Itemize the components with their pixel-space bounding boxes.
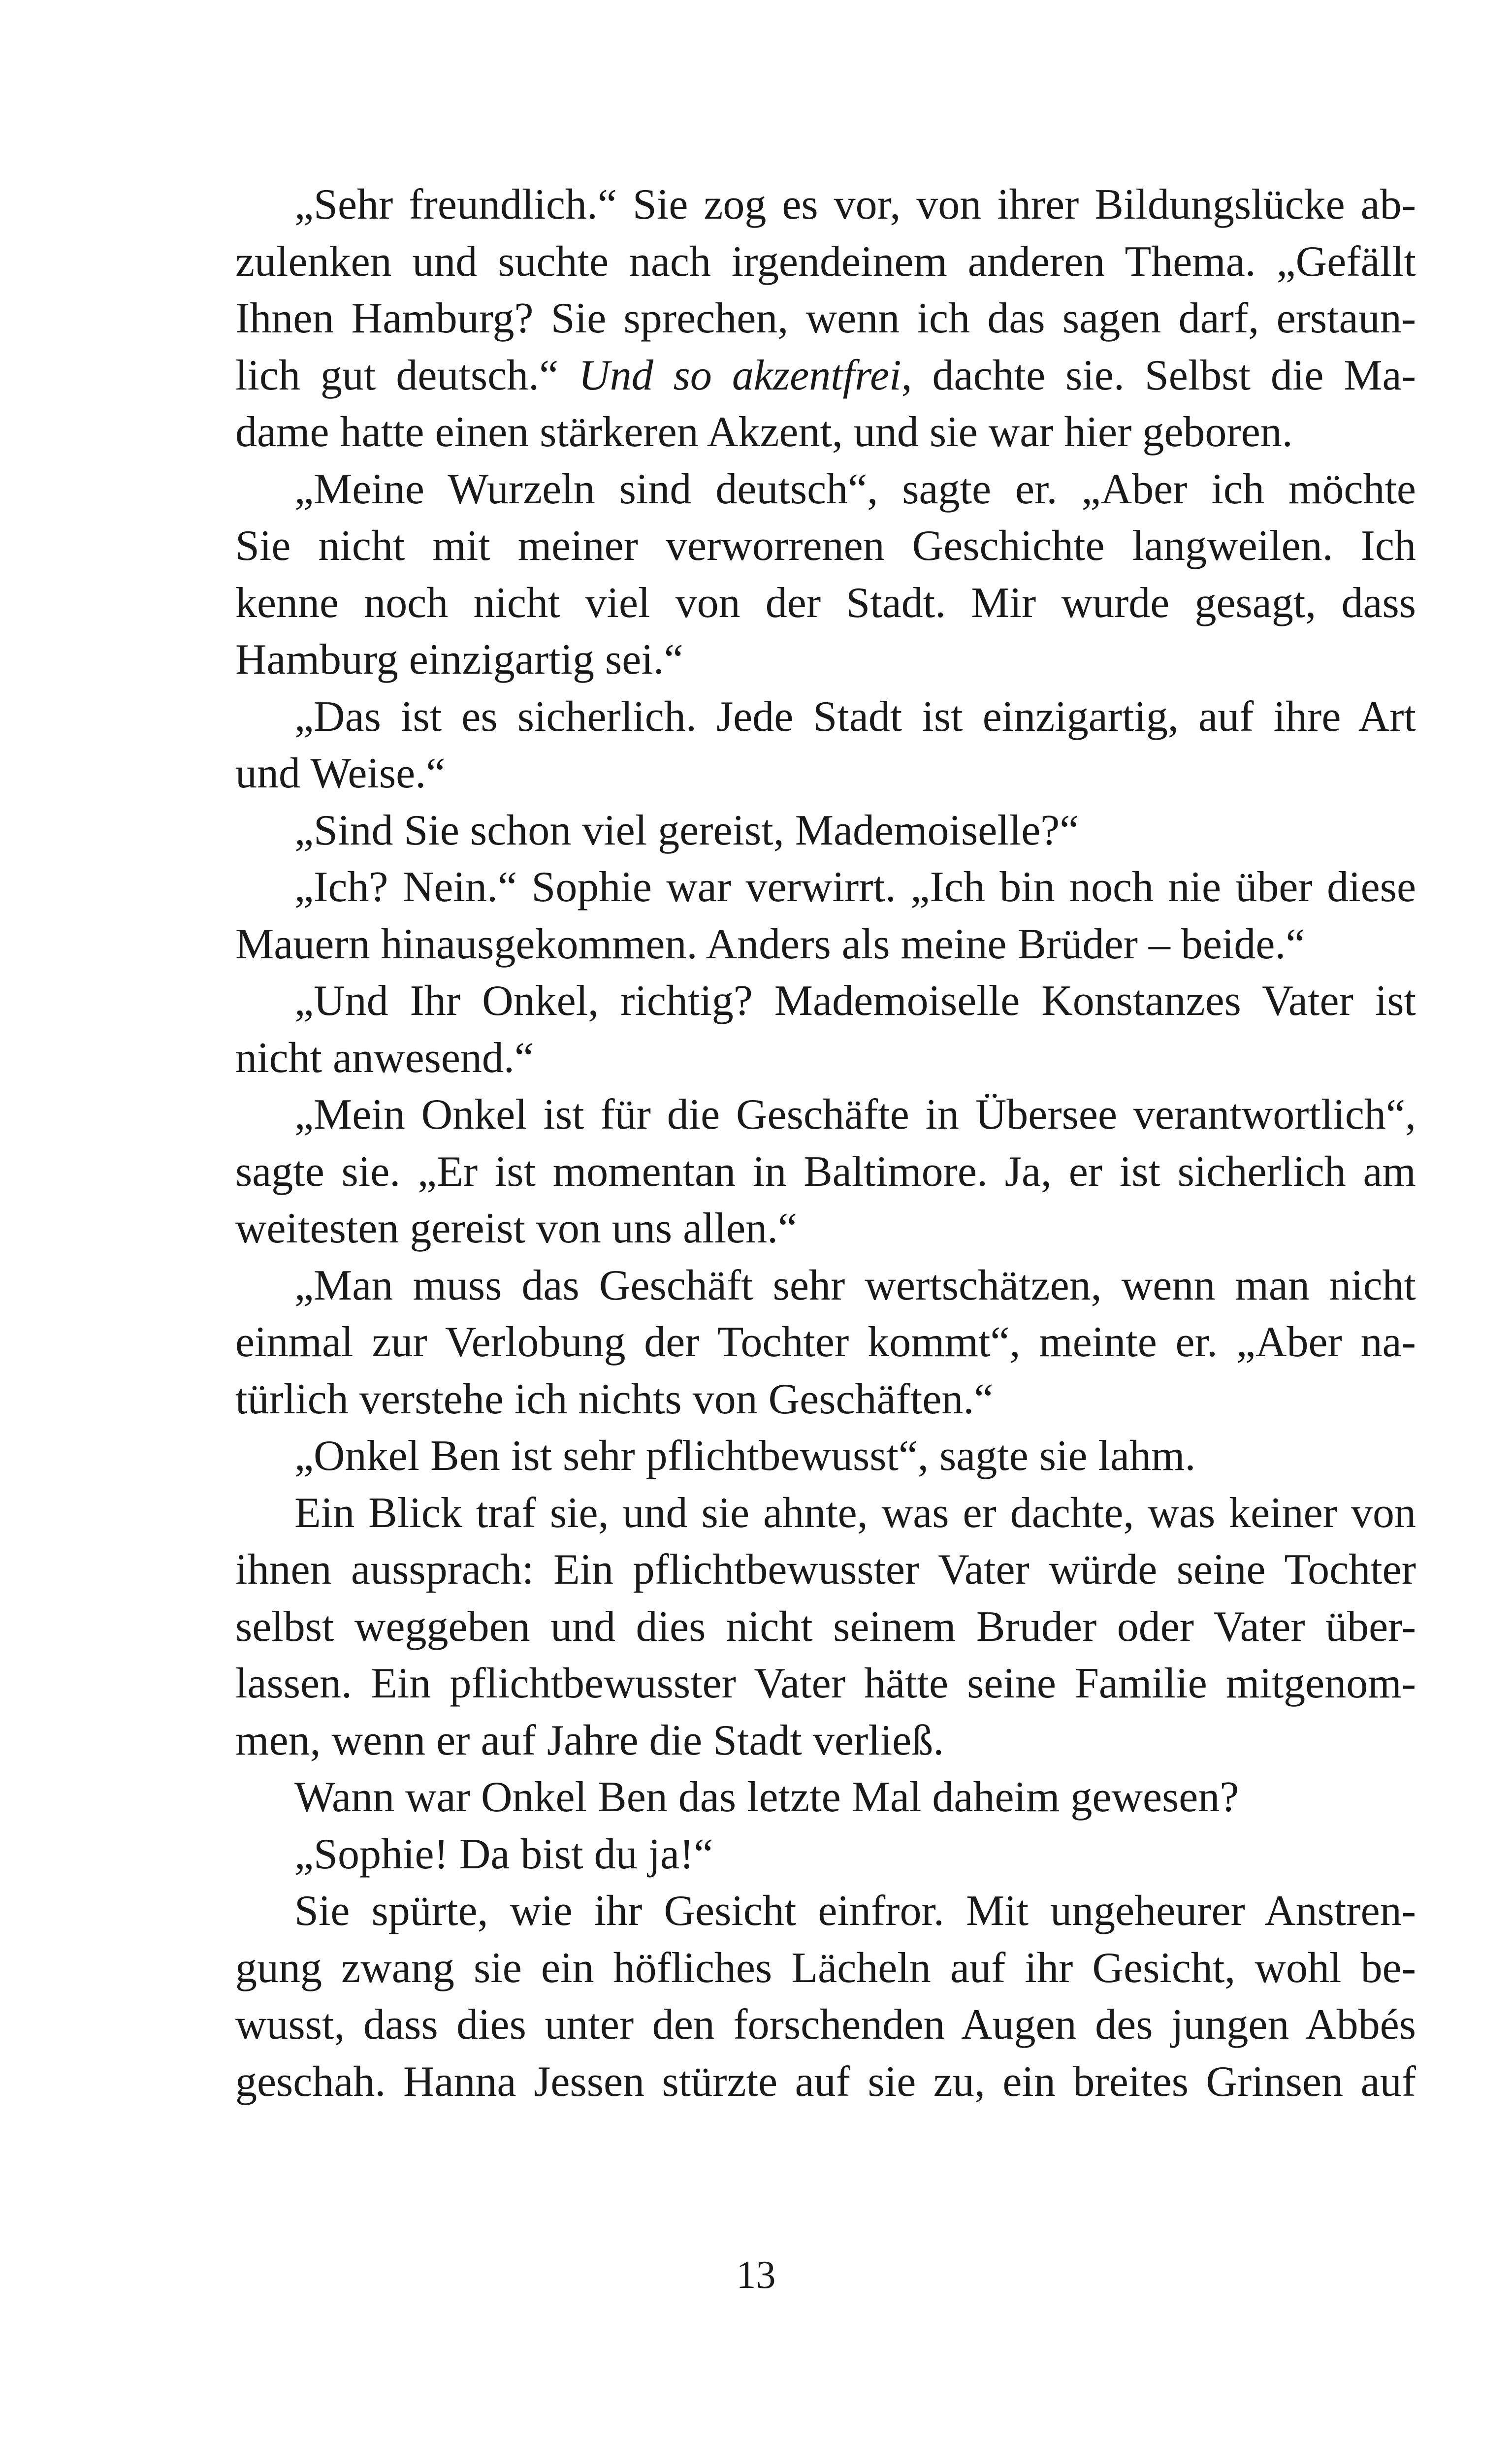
text-line: sagte sie. „Er ist momentan in Baltimore. Ja, er ist sicherlich am bbox=[235, 1147, 1416, 1196]
text-line: „Sophie! Da bist du ja!“ bbox=[294, 1830, 713, 1878]
page-number: 13 bbox=[736, 2253, 776, 2297]
text-line: türlich verstehe ich nichts von Geschäften.“ bbox=[235, 1375, 994, 1423]
text-line: „Sehr freundlich.“ Sie zog es vor, von ihrer Bildungslücke ab- bbox=[294, 181, 1416, 228]
text-run: , dachte sie. Selbst die Ma- bbox=[901, 351, 1416, 399]
text-line: Hamburg einzigartig sei.“ bbox=[235, 636, 683, 684]
text-line: Ein Blick traf sie, und sie ahnte, was er dachte, was keiner von bbox=[294, 1489, 1416, 1537]
text-line: Mauern hinausgekommen. Anders als meine Brüder – beide.“ bbox=[235, 920, 1305, 968]
italic-text: Und so akzentfrei bbox=[579, 351, 901, 399]
text-line: Ihnen Hamburg? Sie sprechen, wenn ich das sagen darf, erstaun- bbox=[235, 294, 1416, 342]
text-line: und Weise.“ bbox=[235, 749, 446, 797]
text-line: gung zwang sie ein höfliches Lächeln auf ihr Gesicht, wohl be- bbox=[235, 1944, 1416, 1992]
text-line: Sie nicht mit meiner verworrenen Geschichte langweilen. Ich bbox=[235, 522, 1416, 570]
text-line: dame hatte einen stärkeren Akzent, und sie war hier geboren. bbox=[235, 408, 1293, 456]
text-line: Sie spürte, wie ihr Gesicht einfror. Mit ungeheurer Anstren- bbox=[294, 1887, 1416, 1935]
text-line: geschah. Hanna Jessen stürzte auf sie zu, ein breites Grinsen auf bbox=[235, 2057, 1416, 2106]
text-line: „Sind Sie schon viel gereist, Mademoiselle?“ bbox=[294, 806, 1079, 854]
text-line: „Meine Wurzeln sind deutsch“, sagte er. „Aber ich möchte bbox=[294, 465, 1416, 513]
text-run: lich gut deutsch.“ bbox=[235, 351, 579, 399]
text-line: „Und Ihr Onkel, richtig? Mademoiselle Konstanzes Vater ist bbox=[294, 977, 1416, 1025]
text-line: selbst weggeben und dies nicht seinem Bruder oder Vater über- bbox=[235, 1602, 1416, 1651]
text-line: „Das ist es sicherlich. Jede Stadt ist einzigartig, auf ihre Art bbox=[294, 692, 1416, 741]
text-line: „Ich? Nein.“ Sophie war verwirrt. „Ich bin noch nie über diese bbox=[294, 863, 1416, 911]
body-text bbox=[235, 176, 1416, 2110]
text-line: weitesten gereist von uns allen.“ bbox=[235, 1205, 798, 1252]
text-line: „Mein Onkel ist für die Geschäfte in Übersee verantwortlich“, bbox=[294, 1091, 1416, 1139]
text-line: ihnen aussprach: Ein pflichtbewusster Vater würde seine Tochter bbox=[235, 1546, 1416, 1594]
text-line: nicht anwesend.“ bbox=[235, 1034, 534, 1082]
text-line bbox=[235, 347, 1416, 404]
text-line: „Onkel Ben ist sehr pflichtbewusst“, sagte sie lahm. bbox=[294, 1432, 1196, 1480]
text-line: kenne noch nicht viel von der Stadt. Mir wurde gesagt, dass bbox=[235, 579, 1416, 627]
text-line: men, wenn er auf Jahre die Stadt verließ. bbox=[235, 1716, 944, 1764]
text-line: Wann war Onkel Ben das letzte Mal daheim gewesen? bbox=[294, 1773, 1239, 1821]
text-line: lassen. Ein pflichtbewusster Vater hätte seine Familie mitgenom- bbox=[235, 1660, 1416, 1707]
text-line: zulenken und suchte nach irgendeinem anderen Thema. „Gefällt bbox=[235, 237, 1416, 286]
text-line: einmal zur Verlobung der Tochter kommt“, meinte er. „Aber na- bbox=[235, 1318, 1416, 1366]
text-line: „Man muss das Geschäft sehr wertschätzen, wenn man nicht bbox=[294, 1261, 1416, 1309]
text-line: wusst, dass dies unter den forschenden Augen des jungen Abbés bbox=[235, 2001, 1416, 2049]
